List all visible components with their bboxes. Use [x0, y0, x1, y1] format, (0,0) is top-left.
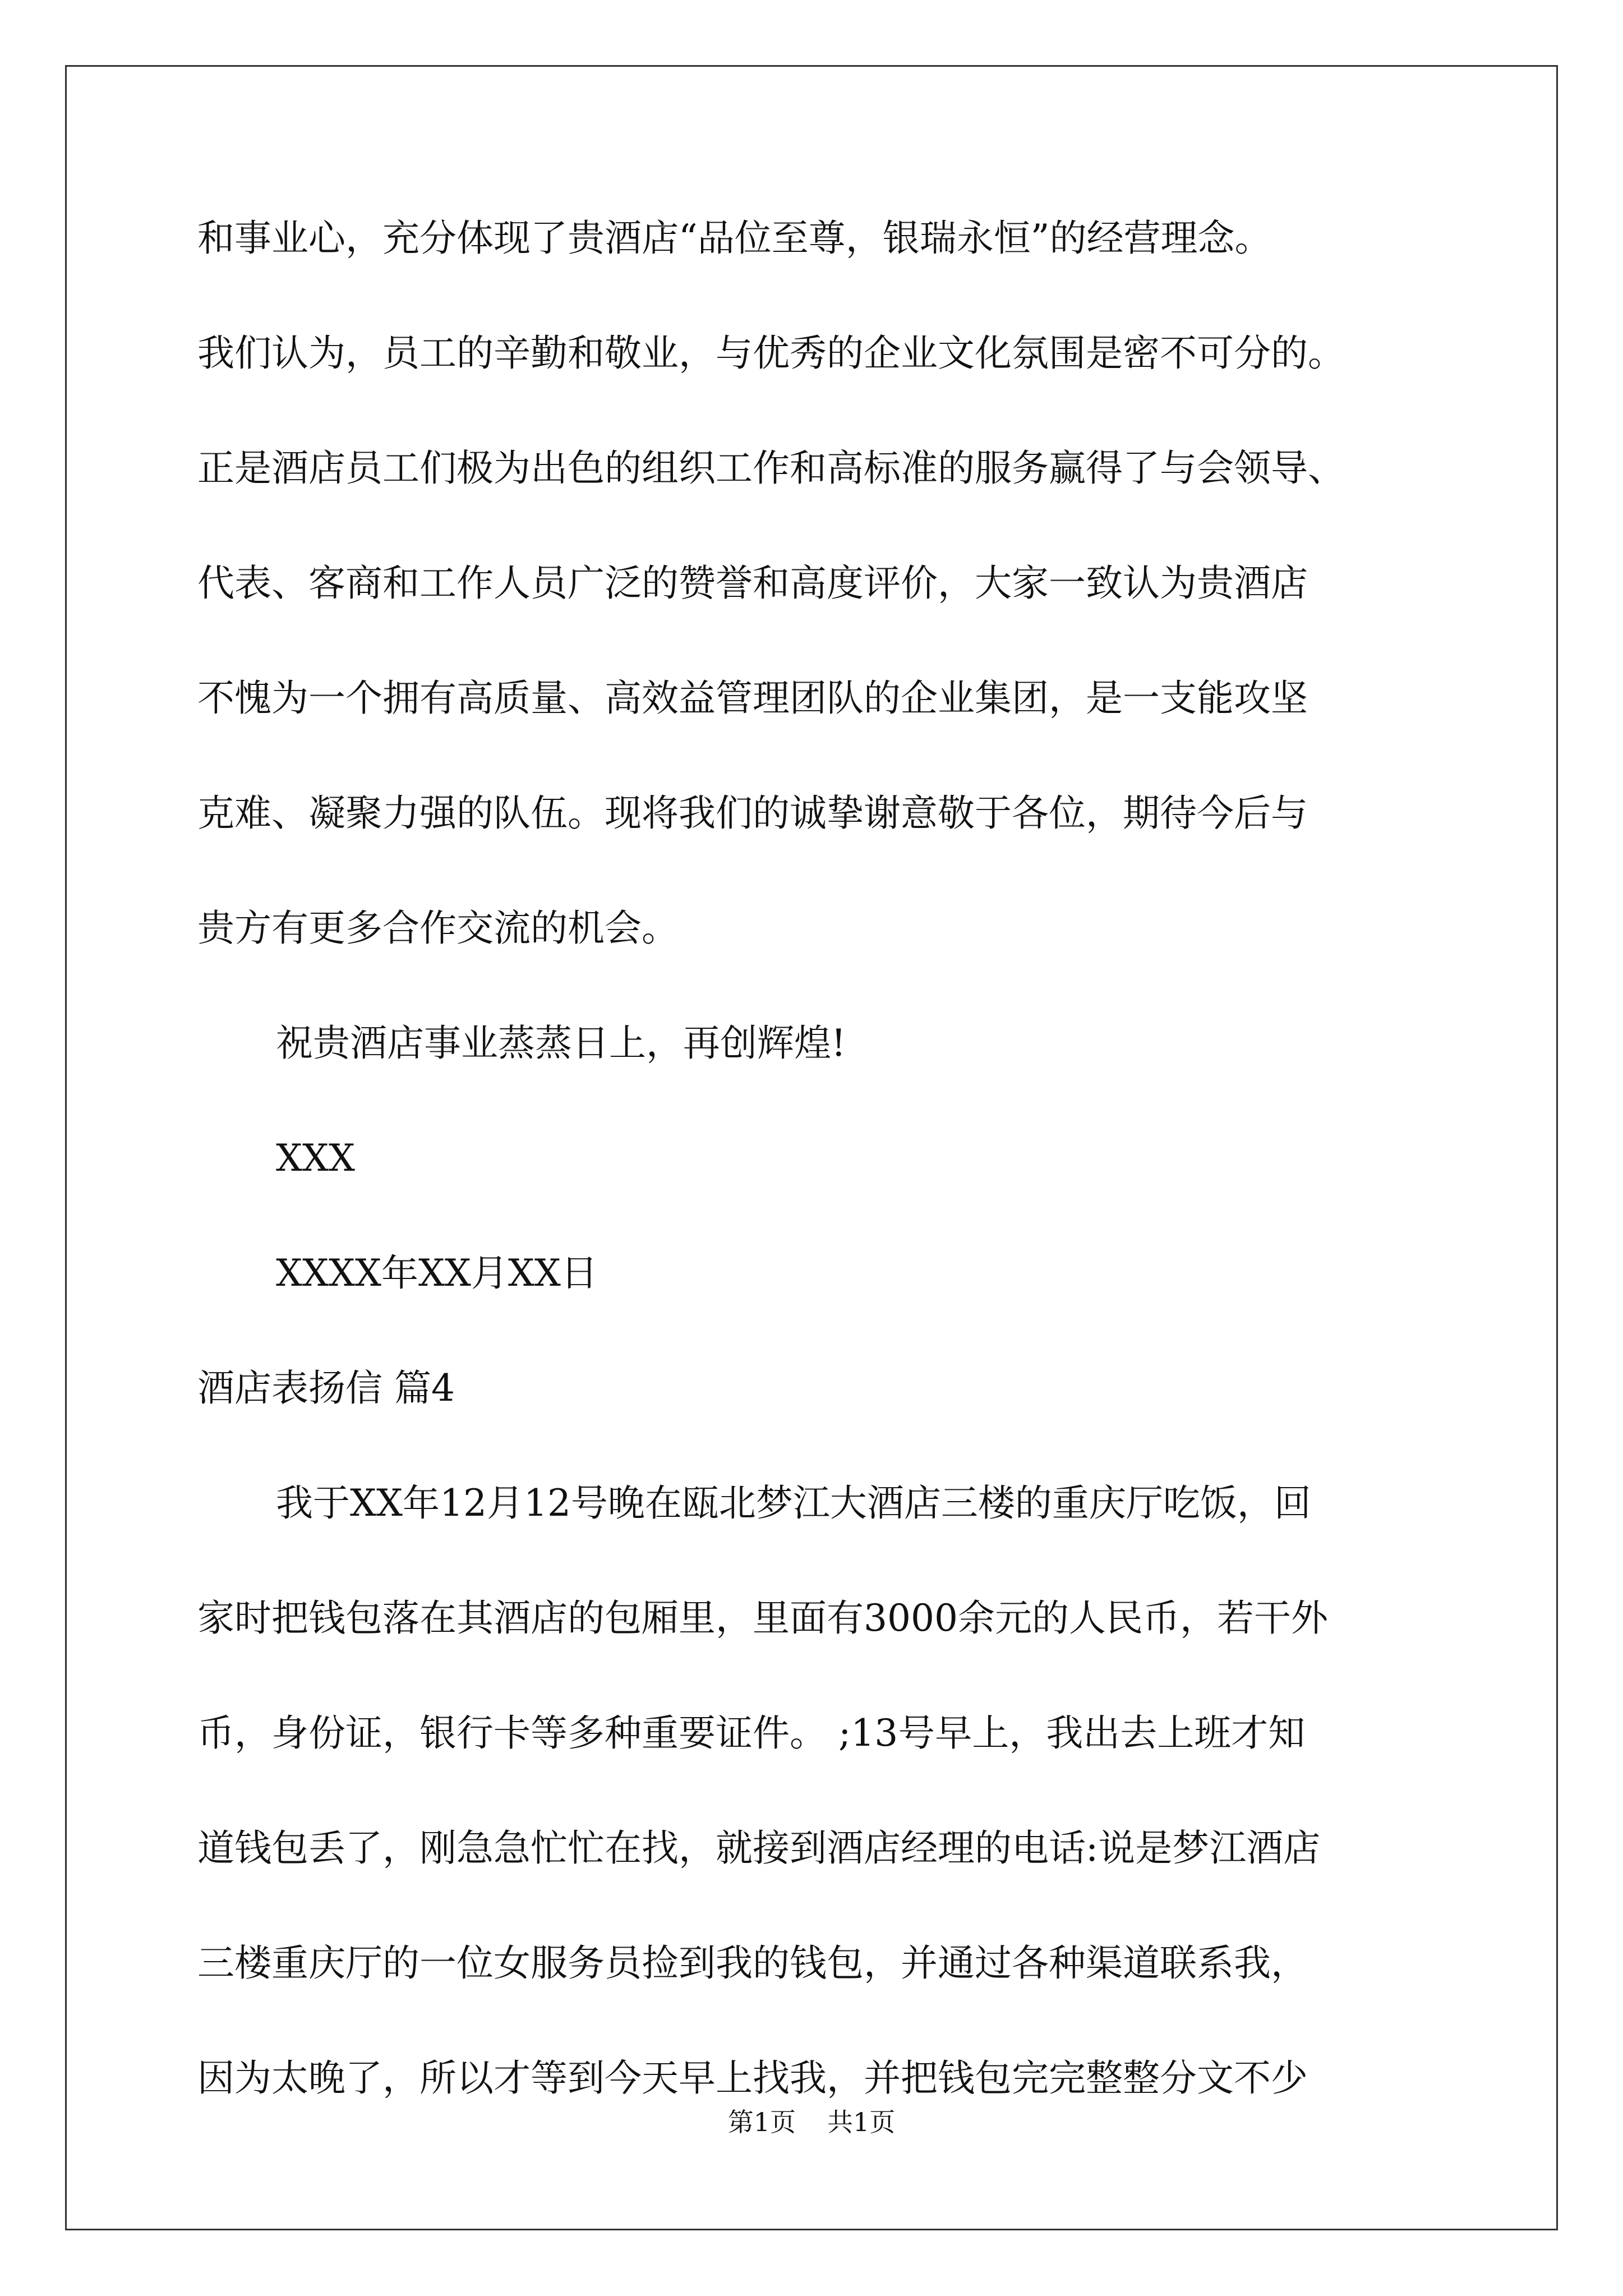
letter-date: XXXX年XX月XX日 — [276, 1251, 598, 1295]
paragraph-line: 因为太晚了，所以才等到今天早上找我，并把钱包完完整整分文不少 — [197, 2056, 1308, 2100]
paragraph-line: 贵方有更多合作交流的机会。 — [197, 907, 679, 950]
paragraph-line: 代表、客商和工作人员广泛的赞誉和高度评价，大家一致认为贵酒店 — [197, 562, 1308, 605]
paragraph-line: 和事业心，充分体现了贵酒店“品位至尊，银瑞永恒”的经营理念。 — [197, 217, 1272, 260]
paragraph-line: 我们认为，员工的辛勤和敬业，与优秀的企业文化氛围是密不可分的。 — [197, 332, 1345, 375]
paragraph-line: 道钱包丢了，刚急急忙忙在找，就接到酒店经理的电话:说是梦江酒店 — [197, 1826, 1321, 1870]
page-total: 共1页 — [827, 2107, 896, 2137]
closing-wish: 祝贵酒店事业蒸蒸日上，再创辉煌! — [276, 1022, 846, 1065]
section-heading: 酒店表扬信 篇4 — [197, 1366, 455, 1410]
paragraph-line: 不愧为一个拥有高质量、高效益管理团队的企业集团，是一支能攻坚 — [197, 677, 1308, 720]
paragraph-line: 三楼重庆厅的一位女服务员捡到我的钱包，并通过各种渠道联系我， — [197, 1941, 1308, 1985]
paragraph-line: 币，身份证，银行卡等多种重要证件。 ;13号早上，我出去上班才知 — [197, 1711, 1306, 1755]
page-number: 第1页 — [727, 2107, 796, 2137]
paragraph-line: 我于XX年12月12号晚在瓯北梦江大酒店三楼的重庆厅吃饭，回 — [276, 1481, 1311, 1525]
signature: XXX — [276, 1137, 355, 1180]
paragraph-line: 家时把钱包落在其酒店的包厢里，里面有3000余元的人民币，若干外 — [197, 1596, 1328, 1640]
paragraph-line: 正是酒店员工们极为出色的组织工作和高标准的服务赢得了与会领导、 — [197, 447, 1345, 490]
paragraph-line: 克难、凝聚力强的队伍。现将我们的诚挚谢意敬于各位，期待今后与 — [197, 792, 1308, 835]
page-footer — [0, 2109, 1623, 2135]
